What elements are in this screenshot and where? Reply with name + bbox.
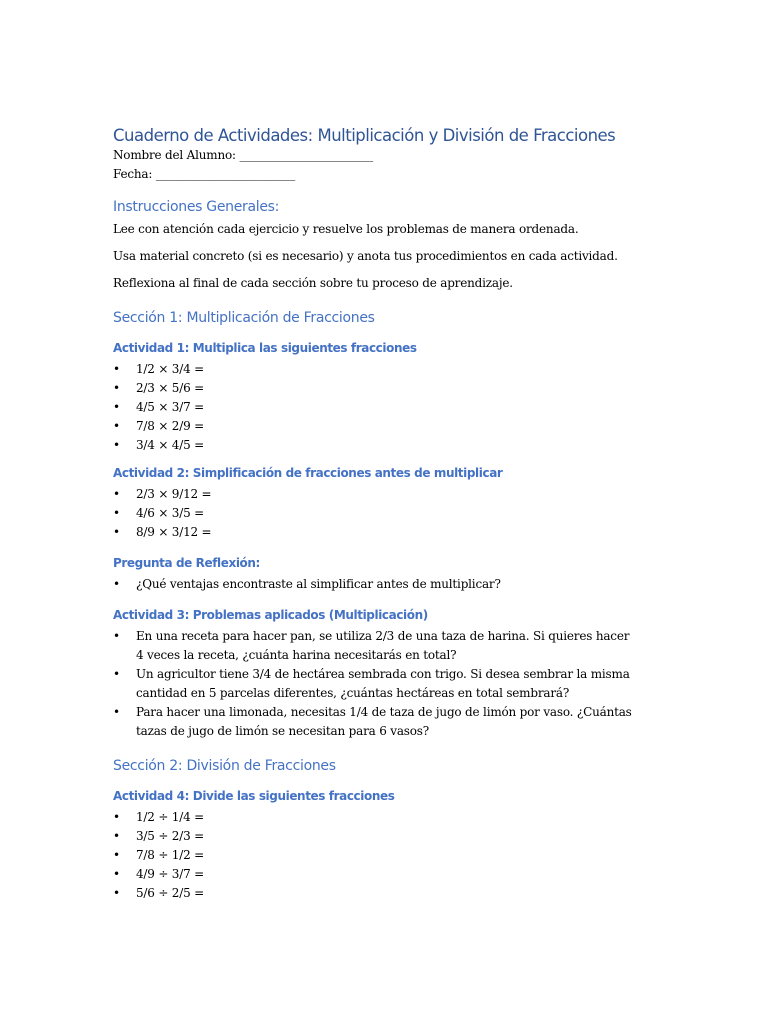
list-item [113, 504, 673, 523]
activity-2-list [113, 485, 673, 542]
exercise-text: 5/6 ÷ 2/5 = [136, 886, 204, 900]
exercise-text: 4/9 ÷ 3/7 = [136, 867, 204, 881]
date-line: Fecha: ________________________ [113, 167, 296, 181]
bullet-icon: • [113, 438, 120, 452]
problem-text: Un agricultor tiene 3/4 de hectárea sembrada con trigo. Si desea sembrar la misma cantidad en 5 parcelas diferentes, ¿cuántas hectáreas en total sembrará? [136, 667, 630, 700]
activity-2-heading: Actividad 2: Simplificación de fracciones antes de multiplicar [113, 466, 503, 480]
instructions-heading: Instrucciones Generales: [113, 199, 280, 215]
list-item [113, 398, 673, 417]
list-item [113, 827, 673, 846]
list-item [113, 865, 673, 884]
list-item [113, 485, 673, 504]
bullet-icon: • [113, 867, 120, 881]
bullet-icon: • [113, 829, 120, 843]
list-item [113, 846, 673, 865]
bullet-icon: • [113, 525, 120, 539]
activity-4-heading: Actividad 4: Divide las siguientes fracciones [113, 789, 395, 803]
instruction-paragraph: Lee con atención cada ejercicio y resuelve los problemas de manera ordenada. [113, 222, 579, 236]
reflection-heading: Pregunta de Reflexión: [113, 556, 260, 570]
exercise-text: 4/6 × 3/5 = [136, 506, 204, 520]
student-name-line: Nombre del Alumno: _______________________ [113, 148, 373, 162]
exercise-text: 8/9 × 3/12 = [136, 525, 212, 539]
list-item [113, 523, 673, 542]
bullet-icon: • [113, 362, 120, 376]
exercise-text: 1/2 × 3/4 = [136, 362, 204, 376]
list-item [113, 808, 673, 827]
document-page [113, 126, 673, 903]
exercise-text: 4/5 × 3/7 = [136, 400, 204, 414]
bullet-icon: • [113, 705, 120, 719]
activity-1-heading: Actividad 1: Multiplica las siguientes fracciones [113, 341, 417, 355]
section-1-heading: Sección 1: Multiplicación de Fracciones [113, 310, 375, 326]
bullet-icon: • [113, 381, 120, 395]
bullet-icon: • [113, 506, 120, 520]
bullet-icon: • [113, 577, 120, 591]
question-text: ¿Qué ventajas encontraste al simplificar antes de multiplicar? [136, 577, 501, 591]
problem-text: Para hacer una limonada, necesitas 1/4 de taza de jugo de limón por vaso. ¿Cuántas tazas de jugo de limón se necesitan para 6 vasos? [136, 705, 632, 738]
document-title: Cuaderno de Actividades: Multiplicación y División de Fracciones [113, 126, 616, 145]
problem-text: En una receta para hacer pan, se utiliza 2/3 de una taza de harina. Si quieres hacer 4 veces la receta, ¿cuánta harina necesitarás en total? [136, 629, 630, 662]
exercise-text: 3/5 ÷ 2/3 = [136, 829, 204, 843]
list-item [113, 417, 673, 436]
list-item [113, 884, 673, 903]
exercise-text: 7/8 ÷ 1/2 = [136, 848, 204, 862]
list-item [113, 665, 673, 703]
bullet-icon: • [113, 810, 120, 824]
exercise-text: 2/3 × 5/6 = [136, 381, 204, 395]
list-item [113, 627, 673, 665]
bullet-icon: • [113, 400, 120, 414]
exercise-text: 7/8 × 2/9 = [136, 419, 204, 433]
activity-3-list [113, 627, 673, 741]
bullet-icon: • [113, 667, 120, 681]
bullet-icon: • [113, 848, 120, 862]
bullet-icon: • [113, 419, 120, 433]
list-item [113, 379, 673, 398]
section-2-heading: Sección 2: División de Fracciones [113, 758, 336, 774]
instruction-paragraph: Reflexiona al final de cada sección sobre tu proceso de aprendizaje. [113, 276, 513, 290]
exercise-text: 1/2 ÷ 1/4 = [136, 810, 204, 824]
activity-4-list [113, 808, 673, 903]
activity-3-heading: Actividad 3: Problemas aplicados (Multiplicación) [113, 608, 428, 622]
bullet-icon: • [113, 886, 120, 900]
list-item [113, 703, 673, 741]
bullet-icon: • [113, 487, 120, 501]
instruction-paragraph: Usa material concreto (si es necesario) y anota tus procedimientos en cada actividad. [113, 249, 618, 263]
exercise-text: 3/4 × 4/5 = [136, 438, 204, 452]
reflection-list [113, 575, 673, 594]
exercise-text: 2/3 × 9/12 = [136, 487, 212, 501]
activity-1-list [113, 360, 673, 455]
list-item [113, 360, 673, 379]
list-item [113, 575, 673, 594]
list-item [113, 436, 673, 455]
bullet-icon: • [113, 629, 120, 643]
